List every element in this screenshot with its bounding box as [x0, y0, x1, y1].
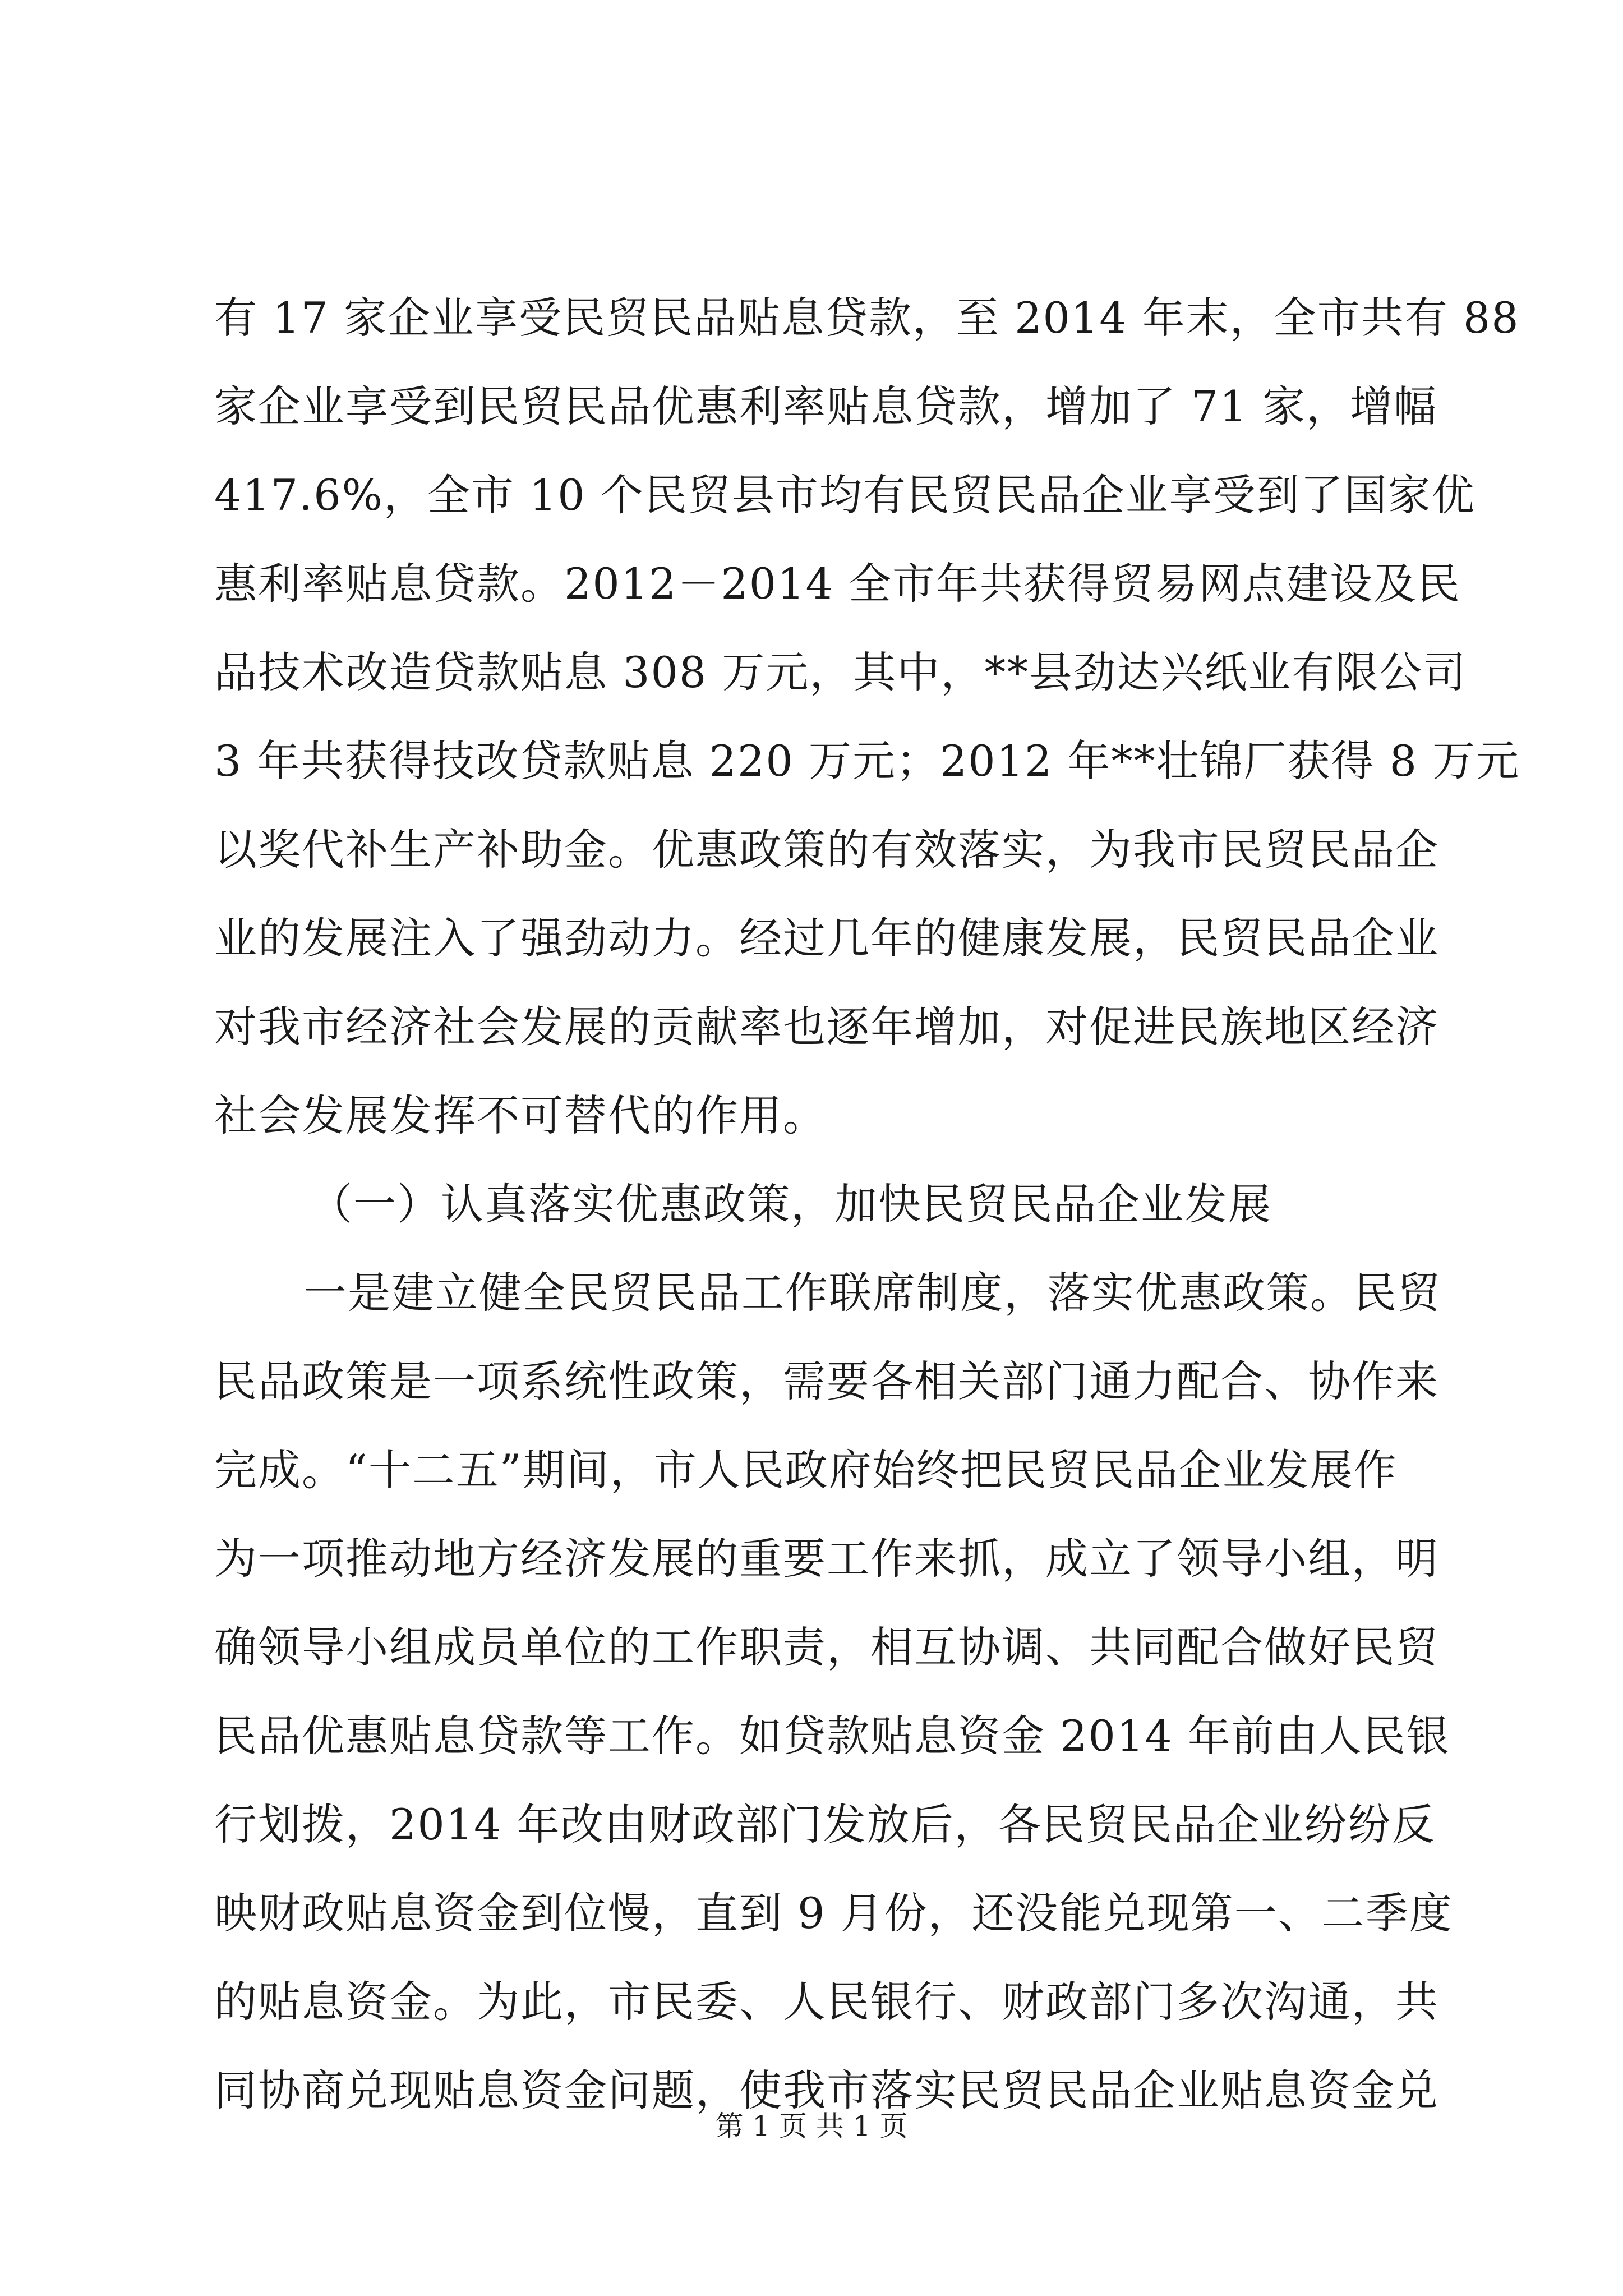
text-line: 民品政策是一项系统性政策，需要各相关部门通力配合、协作来 — [214, 1356, 1439, 1406]
text-line: 的贴息资金。为此，市民委、人民银行、财政部门多次沟通，共 — [214, 1977, 1439, 2027]
text-line: 家企业享受到民贸民品优惠利率贴息贷款，增加了 71 家，增幅 — [214, 381, 1438, 431]
section-heading: （一）认真落实优惠政策，加快民贸民品企业发展 — [310, 1179, 1272, 1229]
text-line: 为一项推动地方经济发展的重要工作来抓，成立了领导小组，明 — [214, 1534, 1439, 1584]
text-line: 民品优惠贴息贷款等工作。如贷款贴息资金 2014 年前由人民银 — [214, 1711, 1450, 1761]
text-line: 确领导小组成员单位的工作职责，相互协调、共同配合做好民贸 — [214, 1622, 1439, 1672]
text-line: 3 年共获得技改贷款贴息 220 万元；2012 年**壮锦厂获得 8 万元 — [214, 736, 1520, 786]
page-number-footer: 第 1 页 共 1 页 — [715, 2110, 908, 2142]
text-line: 有 17 家企业享受民贸民品贴息贷款，至 2014 年末，全市共有 88 — [214, 293, 1520, 343]
text-line: 一是建立健全民贸民品工作联席制度，落实优惠政策。民贸 — [304, 1268, 1441, 1318]
text-line: 同协商兑现贴息资金问题，使我市落实民贸民品企业贴息资金兑 — [214, 2065, 1439, 2115]
text-line: 完成。“十二五”期间，市人民政府始终把民贸民品企业发展作 — [214, 1445, 1398, 1495]
text-line: 品技术改造贷款贴息 308 万元，其中，**县劲达兴纸业有限公司 — [214, 647, 1467, 697]
document-body — [214, 274, 1520, 2135]
text-line: 以奖代补生产补助金。优惠政策的有效落实，为我市民贸民品企 — [214, 825, 1439, 875]
text-line: 行划拨，2014 年改由财政部门发放后，各民贸民品企业纷纷反 — [214, 1800, 1436, 1849]
text-line: 惠利率贴息贷款。2012－2014 全市年共获得贸易网点建设及民 — [214, 559, 1461, 609]
text-line: 映财政贴息资金到位慢，直到 9 月份，还没能兑现第一、二季度 — [214, 1888, 1453, 1938]
text-line: 417.6%，全市 10 个民贸县市均有民贸民品企业享受到了国家优 — [214, 470, 1476, 520]
text-line: 对我市经济社会发展的贡献率也逐年增加，对促进民族地区经济 — [214, 1002, 1439, 1052]
text-line: 社会发展发挥不可替代的作用。 — [214, 1091, 827, 1140]
text-line: 业的发展注入了强劲动力。经过几年的健康发展，民贸民品企业 — [214, 913, 1439, 963]
